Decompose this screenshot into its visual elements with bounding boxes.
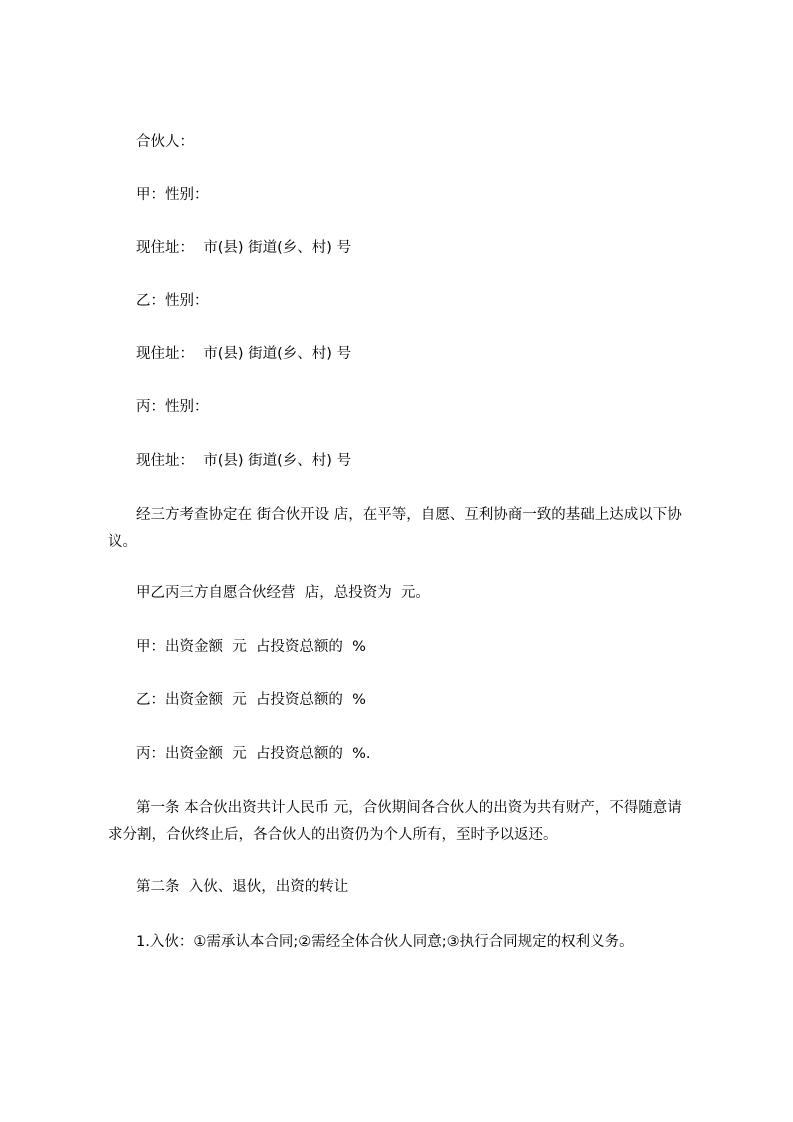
party-b-gender: 乙：性别： xyxy=(136,293,209,309)
party-c-gender: 丙：性别： xyxy=(136,399,209,415)
party-a-contribution: 甲：出资金额 元 占投资总额的 % xyxy=(136,639,366,655)
article-one-paragraph: 第一条 本合伙出资共计人民币 元，合伙期间各合伙人的出资为共有财产，不得随意请求分割，合伙终止后，各合伙人的出资仍为个人所有，至时予以返还。 xyxy=(108,800,682,843)
party-b-contribution: 乙：出资金额 元 占投资总额的 % xyxy=(136,692,366,708)
party-c-address: 现住址： 市(县) 街道(乡、村) 号 xyxy=(136,453,352,469)
joining-clause: 1.入伙：①需承认本合同;②需经全体合伙人同意;③执行合同规定的权利义务。 xyxy=(136,934,634,950)
agreement-intro-paragraph: 经三方考查协定在 街合伙开设 店，在平等，自愿、互利协商一致的基础上达成以下协议。 xyxy=(108,507,682,550)
party-a-gender: 甲：性别： xyxy=(136,187,209,203)
party-c-contribution: 丙：出资金额 元 占投资总额的 %. xyxy=(136,746,371,762)
partners-heading: 合伙人： xyxy=(136,134,194,150)
party-b-address: 现住址： 市(县) 街道(乡、村) 号 xyxy=(136,346,352,362)
party-a-address: 现住址： 市(县) 街道(乡、村) 号 xyxy=(136,240,352,256)
investment-summary: 甲乙丙三方自愿合伙经营 店，总投资为 元。 xyxy=(136,585,430,601)
article-two-heading: 第二条 入伙、退伙，出资的转让 xyxy=(136,879,349,895)
